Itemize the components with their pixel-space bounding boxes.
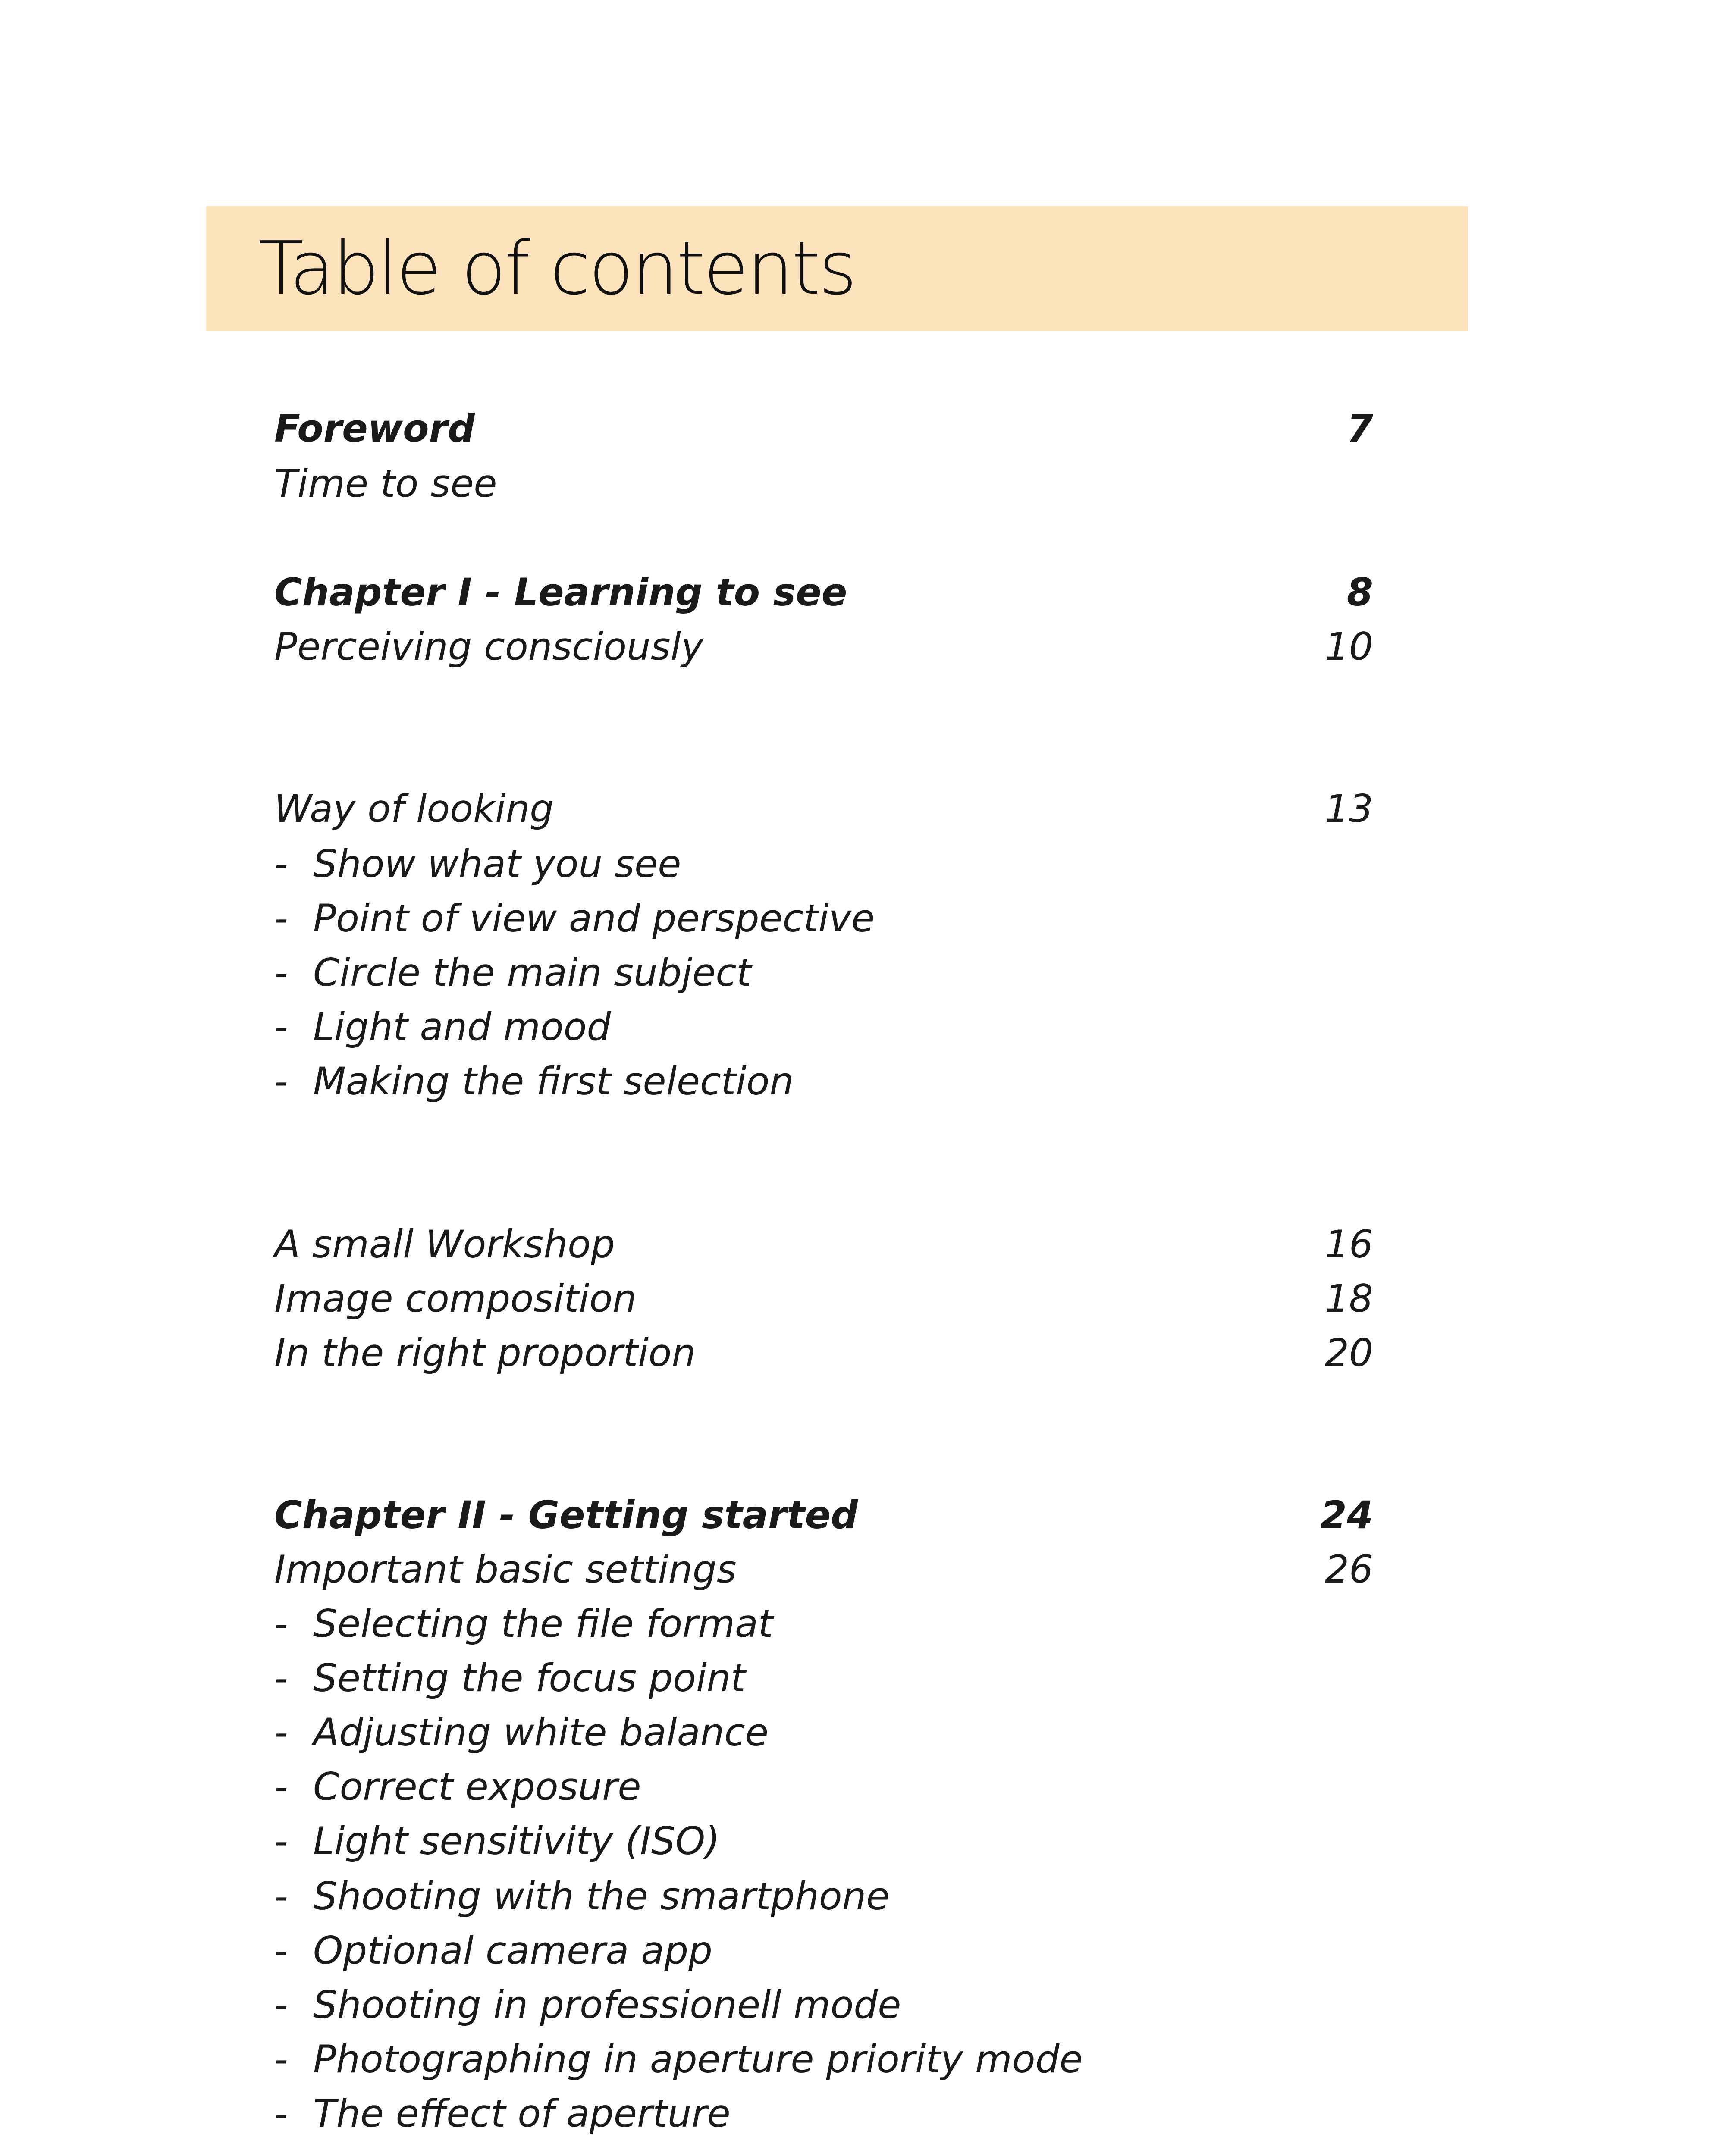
toc-entry-making-the-first-selection [274, 1054, 1373, 1109]
page-number: 10 [1325, 624, 1373, 669]
entry-label: Optional camera app [313, 1928, 712, 1973]
entry-label: In the right proportion [274, 1331, 696, 1375]
entry-label: Time to see [274, 461, 497, 506]
page-number: 7 [1346, 406, 1373, 451]
list-dash: - [274, 896, 288, 940]
list-dash: - [274, 1819, 288, 1863]
entry-label: The effect of aperture [313, 2091, 731, 2136]
entry-label: Making the first selection [313, 1059, 794, 1103]
list-dash: - [274, 950, 288, 995]
entry-label: Circle the main subject [313, 950, 752, 995]
list-dash: - [274, 2037, 288, 2081]
chapter-heading-foreword [274, 401, 1373, 456]
entry-label: Selecting the file format [313, 1601, 773, 1646]
toc-entry-shooting-with-the-smartphone [274, 1869, 1373, 1924]
entry-label: Light sensitivity (ISO) [313, 1819, 720, 1863]
toc-entry-image-composition [274, 1271, 1373, 1326]
page-number: 18 [1325, 1276, 1373, 1321]
entry-label: Photographing in aperture priority mode [313, 2037, 1083, 2081]
list-dash: - [274, 1874, 288, 1918]
list-dash: - [274, 1656, 288, 1700]
page-number: 16 [1325, 1222, 1373, 1266]
entry-label: Shooting in professionell mode [313, 1983, 901, 2027]
toc-entry-point-of-view-and-perspective [274, 891, 1373, 946]
entry-label: Shooting with the smartphone [313, 1874, 890, 1918]
toc-entry-light-sensitivity-iso [274, 1814, 1373, 1869]
toc-entry-correct-exposure [274, 1759, 1373, 1814]
chapter-heading-chapter-ii-getting-started [274, 1488, 1373, 1543]
entry-label: Perceiving consciously [274, 624, 704, 669]
toc-entry-optional-camera-app [274, 1923, 1373, 1978]
list-dash: - [274, 1059, 288, 1103]
entry-label: Chapter I - Learning to see [274, 570, 847, 614]
entry-label: Adjusting white balance [313, 1710, 769, 1755]
toc-entry-light-and-mood [274, 1000, 1373, 1055]
toc-entry-show-what-you-see [274, 837, 1373, 892]
entry-label: Point of view and perspective [313, 896, 875, 940]
page-number: 26 [1325, 1547, 1373, 1592]
entry-label: Show what you see [313, 842, 681, 886]
toc-entry-setting-the-focus-point [274, 1651, 1373, 1706]
toc-entry-adjusting-white-balance [274, 1705, 1373, 1760]
toc-entry-photographing-in-aperture-priority-mode [274, 2032, 1373, 2087]
toc-entry-shooting-in-professionell-mode [274, 1977, 1373, 2033]
entry-label: Foreword [274, 406, 475, 451]
toc-entry-a-small-workshop [274, 1217, 1373, 1272]
list-dash: - [274, 1983, 288, 2027]
chapter-heading-chapter-i-learning-to-see [274, 565, 1373, 620]
list-dash: - [274, 1764, 288, 1809]
page-title: Table of contents [259, 226, 855, 311]
page-number: 24 [1320, 1493, 1373, 1537]
toc-entry-time-to-see [274, 456, 1373, 511]
list-dash: - [274, 2091, 288, 2136]
page-number: 13 [1325, 787, 1373, 831]
list-dash: - [274, 1005, 288, 1049]
entry-label: Chapter II - Getting started [274, 1493, 858, 1537]
entry-label: A small Workshop [274, 1222, 615, 1266]
entry-label: Setting the focus point [313, 1656, 746, 1700]
list-dash: - [274, 1710, 288, 1755]
toc-entry-perceiving-consciously [274, 619, 1373, 674]
entry-label: Light and mood [313, 1005, 611, 1049]
toc-entry-the-effect-of-aperture [274, 2086, 1373, 2141]
toc-entry-circle-the-main-subject [274, 945, 1373, 1000]
toc-entry-selecting-the-file-format [274, 1596, 1373, 1651]
page-number: 20 [1325, 1331, 1373, 1375]
list-dash: - [274, 842, 288, 886]
entry-label: Image composition [274, 1276, 637, 1321]
entry-label: Correct exposure [313, 1764, 641, 1809]
entry-label: Way of looking [274, 787, 554, 831]
page-number: 8 [1346, 570, 1373, 614]
toc-entry-important-basic-settings [274, 1542, 1373, 1597]
toc-entry-in-the-right-proportion [274, 1326, 1373, 1381]
list-dash: - [274, 1928, 288, 1973]
toc-entry-way-of-looking [274, 781, 1373, 837]
list-dash: - [274, 1601, 288, 1646]
entry-label: Important basic settings [274, 1547, 737, 1592]
